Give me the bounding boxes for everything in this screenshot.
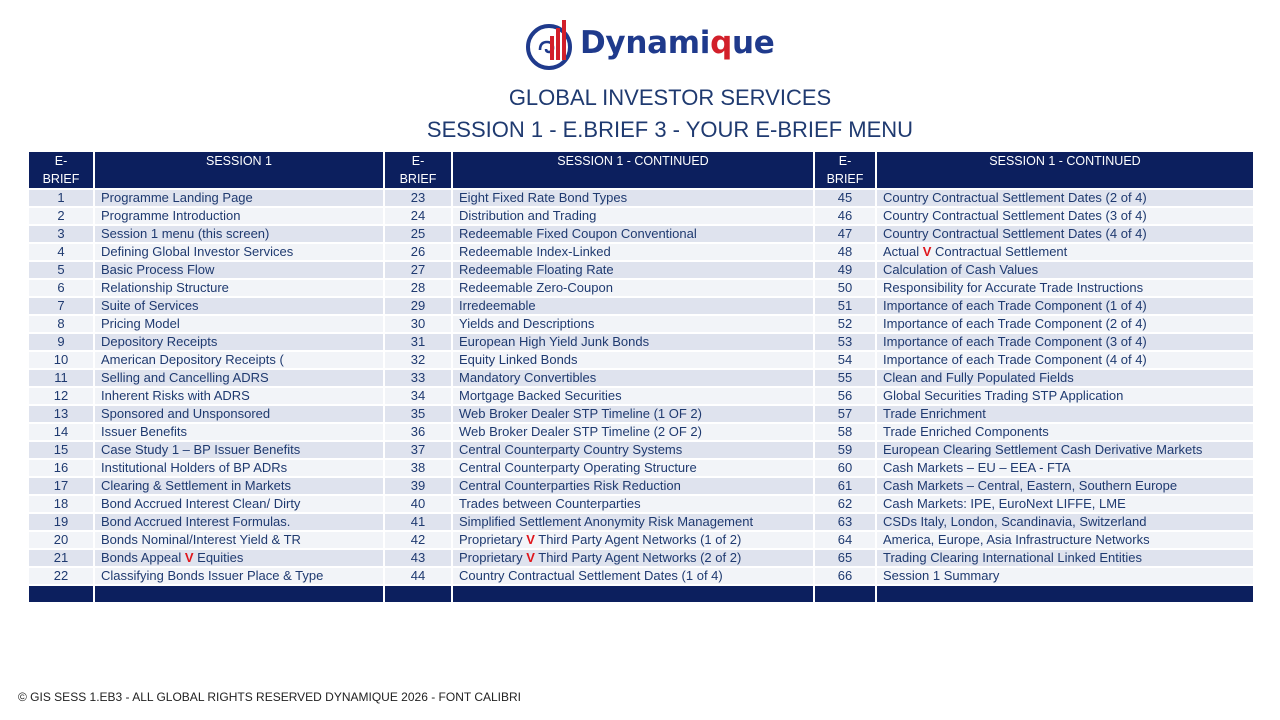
ebrief-title-link[interactable]: Institutional Holders of BP ADRs [94,459,384,477]
ebrief-title-link[interactable]: Country Contractual Settlement Dates (4 of 4) [876,225,1254,243]
ebrief-title-link[interactable]: Redeemable Fixed Coupon Conventional [452,225,814,243]
table-row [28,477,1254,495]
ebrief-number: 12 [28,387,94,405]
ebrief-title-link[interactable]: Pricing Model [94,315,384,333]
ebrief-title-link[interactable]: Eight Fixed Rate Bond Types [452,189,814,207]
ebrief-number: 15 [28,441,94,459]
ebrief-title-link[interactable]: Selling and Cancelling ADRS [94,369,384,387]
ebrief-title-link[interactable]: Country Contractual Settlement Dates (3 of 4) [876,207,1254,225]
versus-mark: V [526,532,535,547]
table-row [28,225,1254,243]
ebrief-title-link[interactable]: Cash Markets: IPE, EuroNext LIFFE, LME [876,495,1254,513]
ebrief-title-link[interactable]: Case Study 1 – BP Issuer Benefits [94,441,384,459]
ebrief-title-link[interactable]: Suite of Services [94,297,384,315]
ebrief-title-link[interactable]: Cash Markets – EU – EEA - FTA [876,459,1254,477]
ebrief-number: 62 [814,495,876,513]
brand-name: Dynamique [580,25,775,61]
ebrief-title-link[interactable]: Web Broker Dealer STP Timeline (1 OF 2) [452,405,814,423]
bar-chart-logo-icon [526,14,574,72]
ebrief-number: 65 [814,549,876,567]
session-continued-column-header: SESSION 1 - CONTINUED [876,151,1254,189]
table-row [28,387,1254,405]
ebrief-number: 14 [28,423,94,441]
ebrief-title-link[interactable]: Trade Enrichment [876,405,1254,423]
ebrief-number: 53 [814,333,876,351]
ebrief-number-header: E- BRIEF [28,151,94,189]
table-row [28,369,1254,387]
table-row [28,441,1254,459]
ebrief-number: 36 [384,423,452,441]
page-title: GLOBAL INVESTOR SERVICES [508,85,832,110]
ebrief-title-link[interactable]: Web Broker Dealer STP Timeline (2 OF 2) [452,423,814,441]
ebrief-title-link[interactable]: Trade Enriched Components [876,423,1254,441]
ebrief-number: 46 [814,207,876,225]
ebrief-number: 48 [814,243,876,261]
ebrief-title-link[interactable]: Yields and Descriptions [452,315,814,333]
ebrief-title-link[interactable]: Global Securities Trading STP Application [876,387,1254,405]
ebrief-number: 43 [384,549,452,567]
ebrief-number: 58 [814,423,876,441]
ebrief-title-link[interactable]: Session 1 Summary [876,567,1254,585]
ebrief-number: 50 [814,279,876,297]
ebrief-title-link[interactable]: Mortgage Backed Securities [452,387,814,405]
ebrief-title-link[interactable]: Relationship Structure [94,279,384,297]
ebrief-title-link[interactable]: Proprietary V Third Party Agent Networks (2 of 2) [452,549,814,567]
ebrief-number: 1 [28,189,94,207]
ebrief-title-link[interactable]: European High Yield Junk Bonds [452,333,814,351]
ebrief-title-link[interactable]: Programme Introduction [94,207,384,225]
ebrief-title-link[interactable]: Bonds Appeal V Equities [94,549,384,567]
table-row [28,279,1254,297]
ebrief-title-link[interactable]: Bond Accrued Interest Clean/ Dirty [94,495,384,513]
ebrief-number: 60 [814,459,876,477]
ebrief-number: 16 [28,459,94,477]
ebrief-title-link[interactable]: Central Counterparty Country Systems [452,441,814,459]
ebrief-number: 23 [384,189,452,207]
ebrief-title-link[interactable]: Importance of each Trade Component (1 of 4) [876,297,1254,315]
ebrief-title-link[interactable]: Redeemable Index-Linked [452,243,814,261]
ebrief-number: 11 [28,369,94,387]
ebrief-title-link[interactable]: Importance of each Trade Component (2 of 4) [876,315,1254,333]
ebrief-number: 19 [28,513,94,531]
ebrief-number: 31 [384,333,452,351]
session-column-header: SESSION 1 [94,151,384,189]
ebrief-title-link[interactable]: Redeemable Zero-Coupon [452,279,814,297]
ebrief-title-link[interactable]: Distribution and Trading [452,207,814,225]
table-row [28,459,1254,477]
ebrief-title-link[interactable]: Calculation of Cash Values [876,261,1254,279]
ebrief-title-link[interactable]: Depository Receipts [94,333,384,351]
ebrief-number: 66 [814,567,876,585]
table-row [28,405,1254,423]
ebrief-title-link[interactable]: Defining Global Investor Services [94,243,384,261]
ebrief-title-link[interactable]: Cash Markets – Central, Eastern, Southern Europe [876,477,1254,495]
table-row [28,189,1254,207]
ebrief-title-link[interactable]: Importance of each Trade Component (4 of 4) [876,351,1254,369]
ebrief-title-link[interactable]: Mandatory Convertibles [452,369,814,387]
ebrief-title-link[interactable]: Issuer Benefits [94,423,384,441]
ebrief-number: 63 [814,513,876,531]
table-row [28,351,1254,369]
ebrief-number: 51 [814,297,876,315]
ebrief-title-link[interactable]: Clearing & Settlement in Markets [94,477,384,495]
table-row [28,333,1254,351]
versus-mark: V [526,550,535,565]
ebrief-number: 39 [384,477,452,495]
ebrief-title-link[interactable]: Country Contractual Settlement Dates (1 of 4) [452,567,814,585]
ebrief-number: 37 [384,441,452,459]
ebrief-number: 52 [814,315,876,333]
ebrief-number: 28 [384,279,452,297]
ebrief-number: 4 [28,243,94,261]
table-row [28,243,1254,261]
ebrief-title-link[interactable]: Central Counterparty Operating Structure [452,459,814,477]
ebrief-number: 64 [814,531,876,549]
table-footer-bar [28,585,1254,603]
versus-mark: V [922,244,932,259]
versus-mark: V [184,550,194,565]
ebrief-number: 57 [814,405,876,423]
copyright-footer: © GIS SESS 1.EB3 - ALL GLOBAL RIGHTS RESERVED DYNAMIQUE 2026 - FONT CALIBRI [18,690,522,704]
ebrief-number: 3 [28,225,94,243]
table-row [28,549,1254,567]
ebrief-title-link[interactable]: European Clearing Settlement Cash Derivative Markets [876,441,1254,459]
table-row [28,261,1254,279]
ebrief-number-header: E- BRIEF [384,151,452,189]
ebrief-title-link[interactable]: Inherent Risks with ADRS [94,387,384,405]
ebrief-number-header: E- BRIEF [814,151,876,189]
ebrief-number: 42 [384,531,452,549]
ebrief-number: 18 [28,495,94,513]
ebrief-title-link[interactable]: Irredeemable [452,297,814,315]
table-row [28,297,1254,315]
ebrief-number: 8 [28,315,94,333]
ebrief-title-link[interactable]: Programme Landing Page [94,189,384,207]
ebrief-title-link[interactable]: Redeemable Floating Rate [452,261,814,279]
ebrief-number: 35 [384,405,452,423]
ebrief-number: 26 [384,243,452,261]
session-continued-column-header: SESSION 1 - CONTINUED [452,151,814,189]
ebrief-menu-table [27,150,1255,604]
table-row [28,423,1254,441]
ebrief-number: 45 [814,189,876,207]
ebrief-number: 32 [384,351,452,369]
ebrief-number: 49 [814,261,876,279]
ebrief-number: 44 [384,567,452,585]
table-header-row [28,151,1254,189]
ebrief-number: 2 [28,207,94,225]
ebrief-number: 24 [384,207,452,225]
ebrief-number: 40 [384,495,452,513]
ebrief-title-link[interactable]: Actual V Contractual Settlement [876,243,1254,261]
ebrief-number: 59 [814,441,876,459]
ebrief-number: 22 [28,567,94,585]
ebrief-number: 6 [28,279,94,297]
ebrief-number: 29 [384,297,452,315]
ebrief-title-link[interactable]: Central Counterparties Risk Reduction [452,477,814,495]
table-row [28,495,1254,513]
table-row [28,567,1254,585]
ebrief-title-link[interactable]: Importance of each Trade Component (3 of 4) [876,333,1254,351]
ebrief-number: 30 [384,315,452,333]
ebrief-number: 27 [384,261,452,279]
ebrief-number: 20 [28,531,94,549]
ebrief-number: 56 [814,387,876,405]
ebrief-number: 21 [28,549,94,567]
ebrief-number: 9 [28,333,94,351]
ebrief-title-link[interactable]: Proprietary V Third Party Agent Networks (1 of 2) [452,531,814,549]
ebrief-title-link[interactable]: Basic Process Flow [94,261,384,279]
ebrief-title-link[interactable]: Trading Clearing International Linked Entities [876,549,1254,567]
ebrief-number: 5 [28,261,94,279]
table-row [28,513,1254,531]
ebrief-number: 41 [384,513,452,531]
ebrief-number: 25 [384,225,452,243]
ebrief-number: 10 [28,351,94,369]
ebrief-title-link[interactable]: Session 1 menu (this screen) [94,225,384,243]
ebrief-number: 55 [814,369,876,387]
ebrief-title-link[interactable]: Bond Accrued Interest Formulas. [94,513,384,531]
table-row [28,531,1254,549]
ebrief-title-link[interactable]: Simplified Settlement Anonymity Risk Management [452,513,814,531]
ebrief-title-link[interactable]: CSDs Italy, London, Scandinavia, Switzerland [876,513,1254,531]
ebrief-title-link[interactable]: Country Contractual Settlement Dates (2 of 4) [876,189,1254,207]
ebrief-title-link[interactable]: Sponsored and Unsponsored [94,405,384,423]
ebrief-title-link[interactable]: Trades between Counterparties [452,495,814,513]
ebrief-title-link[interactable]: American Depository Receipts ( [94,351,384,369]
ebrief-number: 61 [814,477,876,495]
ebrief-number: 7 [28,297,94,315]
ebrief-number: 33 [384,369,452,387]
ebrief-title-link[interactable]: Classifying Bonds Issuer Place & Type [94,567,384,585]
brand-logo [526,14,774,72]
table-row [28,207,1254,225]
ebrief-title-link[interactable]: Clean and Fully Populated Fields [876,369,1254,387]
ebrief-number: 13 [28,405,94,423]
page-subtitle: SESSION 1 - E.BRIEF 3 - YOUR E-BRIEF MENU [426,117,914,142]
ebrief-number: 34 [384,387,452,405]
ebrief-number: 17 [28,477,94,495]
ebrief-title-link[interactable]: Responsibility for Accurate Trade Instructions [876,279,1254,297]
table-row [28,315,1254,333]
ebrief-title-link[interactable]: Equity Linked Bonds [452,351,814,369]
ebrief-title-link[interactable]: Bonds Nominal/Interest Yield & TR [94,531,384,549]
ebrief-title-link[interactable]: America, Europe, Asia Infrastructure Networks [876,531,1254,549]
ebrief-number: 47 [814,225,876,243]
ebrief-number: 38 [384,459,452,477]
ebrief-number: 54 [814,351,876,369]
